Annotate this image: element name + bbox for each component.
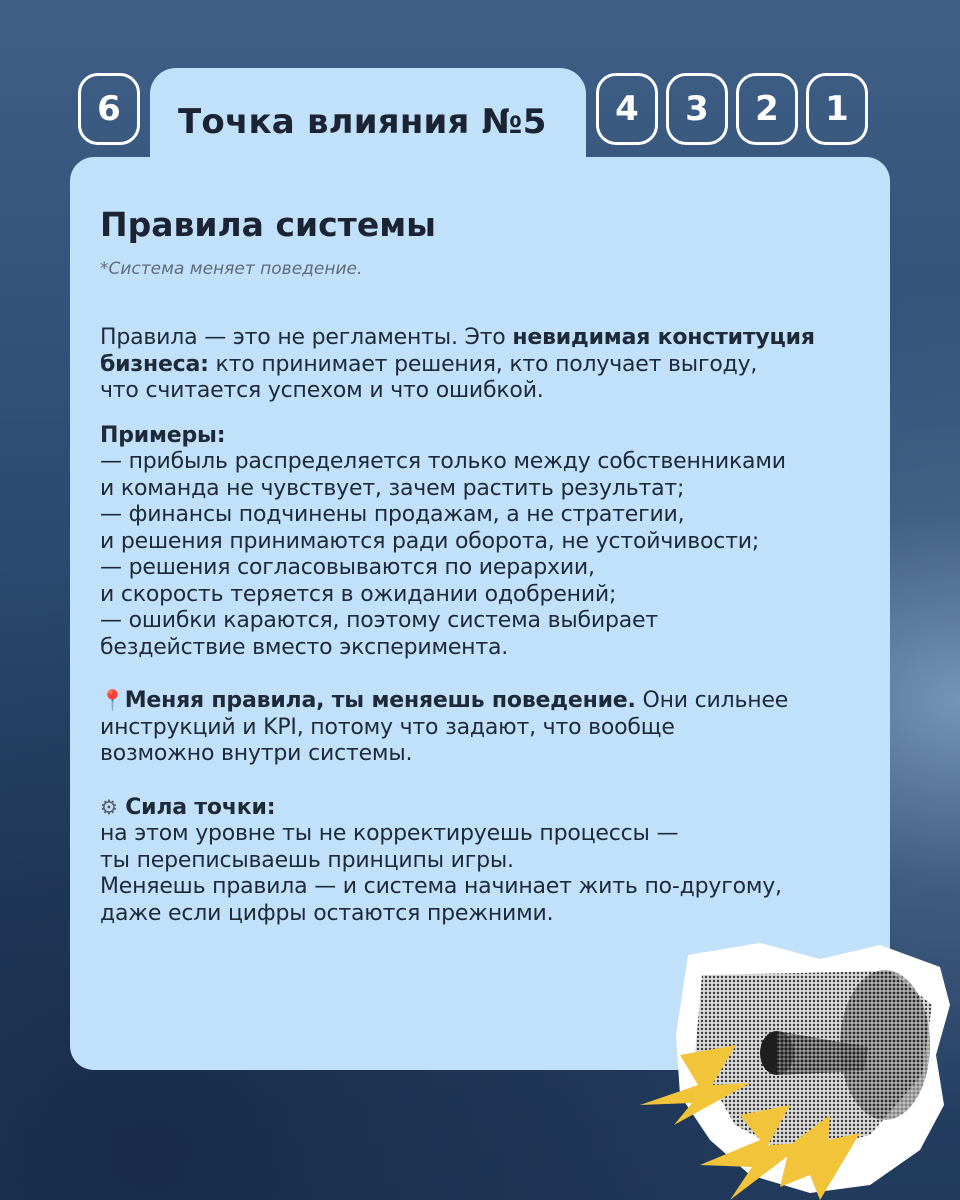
intro-line-1: Правила — это не регламенты. Это невидимая конституция <box>100 325 815 350</box>
example-line: — ошибки караются, поэтому система выбирает <box>100 608 659 633</box>
rule-block <box>100 687 860 768</box>
power-block <box>100 794 860 928</box>
example-line: бездействие вместо эксперимента. <box>100 634 509 660</box>
example-line: — финансы подчинены продажам, а не стратегии, <box>100 502 685 527</box>
content-card <box>70 157 890 1070</box>
power-line: на этом уровне ты не корректируешь процессы — <box>100 821 679 846</box>
intro-line-2: бизнеса: кто принимает решения, кто получает выгоду, <box>100 351 758 377</box>
power-line: ты переписываешь принципы игры. <box>100 847 514 873</box>
power-line: даже если цифры остаются прежними. <box>100 900 554 926</box>
example-line: и скорость теряется в ожидании одобрений; <box>100 581 617 607</box>
example-line: — прибыль распределяется только между собственниками <box>100 449 786 474</box>
rule-line-1: 📍Меняя правила, ты меняешь поведение. Они сильнее <box>100 688 789 713</box>
card-heading: Правила системы <box>100 205 437 244</box>
rule-line-3: возможно внутри системы. <box>100 741 413 766</box>
pin-icon: 📍 <box>100 688 125 712</box>
tab-6[interactable]: 6 <box>78 73 140 145</box>
card-subtitle: *Система меняет поведение. <box>100 259 363 279</box>
tab-3[interactable]: 3 <box>666 73 728 145</box>
intro-line-3: что считается успехом и что ошибкой. <box>100 378 544 403</box>
page-title: Точка влияния №5 <box>178 102 547 142</box>
power-title-line: ⚙ Сила точки: <box>100 794 276 820</box>
example-line: и команда не чувствует, зачем растить результат; <box>100 475 685 501</box>
megaphone-icon <box>640 935 960 1200</box>
example-line: и решения принимаются ради оборота, не устойчивости; <box>100 528 760 554</box>
tab-1[interactable]: 1 <box>806 73 868 145</box>
examples-block <box>100 423 860 662</box>
example-line: — решения согласовываются по иерархии, <box>100 555 595 580</box>
gear-icon: ⚙ <box>100 794 118 819</box>
tab-4[interactable]: 4 <box>596 73 658 145</box>
tab-2[interactable]: 2 <box>736 73 798 145</box>
intro-paragraph <box>100 325 860 405</box>
rule-line-2: инструкций и KPI, потому что задают, что вообще <box>100 714 675 740</box>
power-line: Меняешь правила — и система начинает жить по-другому, <box>100 874 782 899</box>
examples-title: Примеры: <box>100 422 226 448</box>
